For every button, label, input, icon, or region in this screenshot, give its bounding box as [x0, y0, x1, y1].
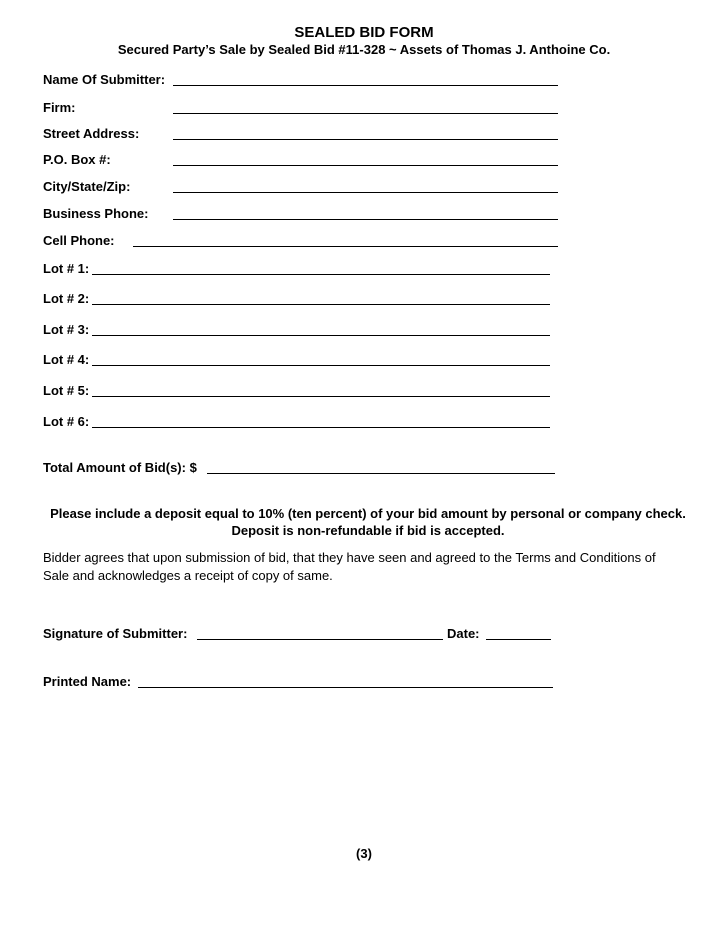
signature-row — [43, 626, 558, 644]
lot-2-field[interactable] — [92, 292, 550, 308]
firm-label: Firm: — [43, 100, 76, 115]
cell-phone-label: Cell Phone: — [43, 233, 115, 248]
firm-field[interactable] — [173, 101, 558, 117]
lot-4-field[interactable] — [92, 353, 550, 369]
lot-row — [43, 414, 553, 432]
date-label: Date: — [447, 626, 480, 641]
lot-3-field[interactable] — [92, 323, 550, 339]
printed-name-field[interactable] — [138, 675, 553, 691]
total-field[interactable] — [207, 461, 555, 477]
street-label: Street Address: — [43, 126, 140, 141]
page-number: (3) — [356, 846, 372, 861]
lot-label: Lot # 6: — [43, 414, 90, 429]
business-phone-row — [43, 206, 563, 224]
lot-row — [43, 322, 553, 340]
cell-phone-field[interactable] — [133, 234, 558, 250]
city-label: City/State/Zip: — [43, 179, 131, 194]
signature-field[interactable] — [197, 627, 443, 643]
business-phone-field[interactable] — [173, 207, 558, 223]
lot-6-field[interactable] — [92, 415, 550, 431]
deposit-notice-line-1: Please include a deposit equal to 10% (ten percent) of your bid amount by personal or company check. — [50, 506, 686, 521]
agreement-text: Bidder agrees that upon submission of bid, that they have seen and agreed to the Terms and Conditions of Sale and acknowledges a receipt of copy of same. — [43, 550, 656, 583]
signature-label: Signature of Submitter: — [43, 626, 188, 641]
form-subtitle: Secured Party’s Sale by Sealed Bid #11-328 ~ Assets of Thomas J. Anthoine Co. — [117, 42, 611, 57]
name-label: Name Of Submitter: — [43, 72, 166, 87]
lot-label: Lot # 3: — [43, 322, 90, 337]
pobox-label: P.O. Box #: — [43, 152, 111, 167]
cell-phone-row — [43, 233, 563, 251]
lot-label: Lot # 2: — [43, 291, 90, 306]
lot-label: Lot # 1: — [43, 261, 90, 276]
date-field[interactable] — [486, 627, 551, 643]
lot-row — [43, 291, 553, 309]
lot-row — [43, 352, 553, 370]
city-field[interactable] — [173, 180, 558, 196]
name-field[interactable] — [173, 73, 558, 89]
lot-row — [43, 383, 553, 401]
lot-row — [43, 261, 553, 279]
total-label: Total Amount of Bid(s): $ — [43, 460, 197, 475]
deposit-notice — [43, 505, 693, 539]
city-row — [43, 179, 563, 197]
form-title: SEALED BID FORM — [294, 24, 434, 41]
lot-5-field[interactable] — [92, 384, 550, 400]
printed-name-row — [43, 674, 558, 692]
business-phone-label: Business Phone: — [43, 206, 149, 221]
name-row — [43, 72, 563, 90]
lot-label: Lot # 4: — [43, 352, 90, 367]
printed-name-label: Printed Name: — [43, 674, 132, 689]
street-field[interactable] — [173, 127, 558, 143]
firm-row — [43, 100, 563, 118]
lot-label: Lot # 5: — [43, 383, 90, 398]
pobox-row — [43, 152, 563, 170]
total-row — [43, 460, 558, 478]
lot-1-field[interactable] — [92, 262, 550, 278]
deposit-notice-line-2: Deposit is non-refundable if bid is accepted. — [231, 523, 505, 538]
pobox-field[interactable] — [173, 153, 558, 169]
street-row — [43, 126, 563, 144]
